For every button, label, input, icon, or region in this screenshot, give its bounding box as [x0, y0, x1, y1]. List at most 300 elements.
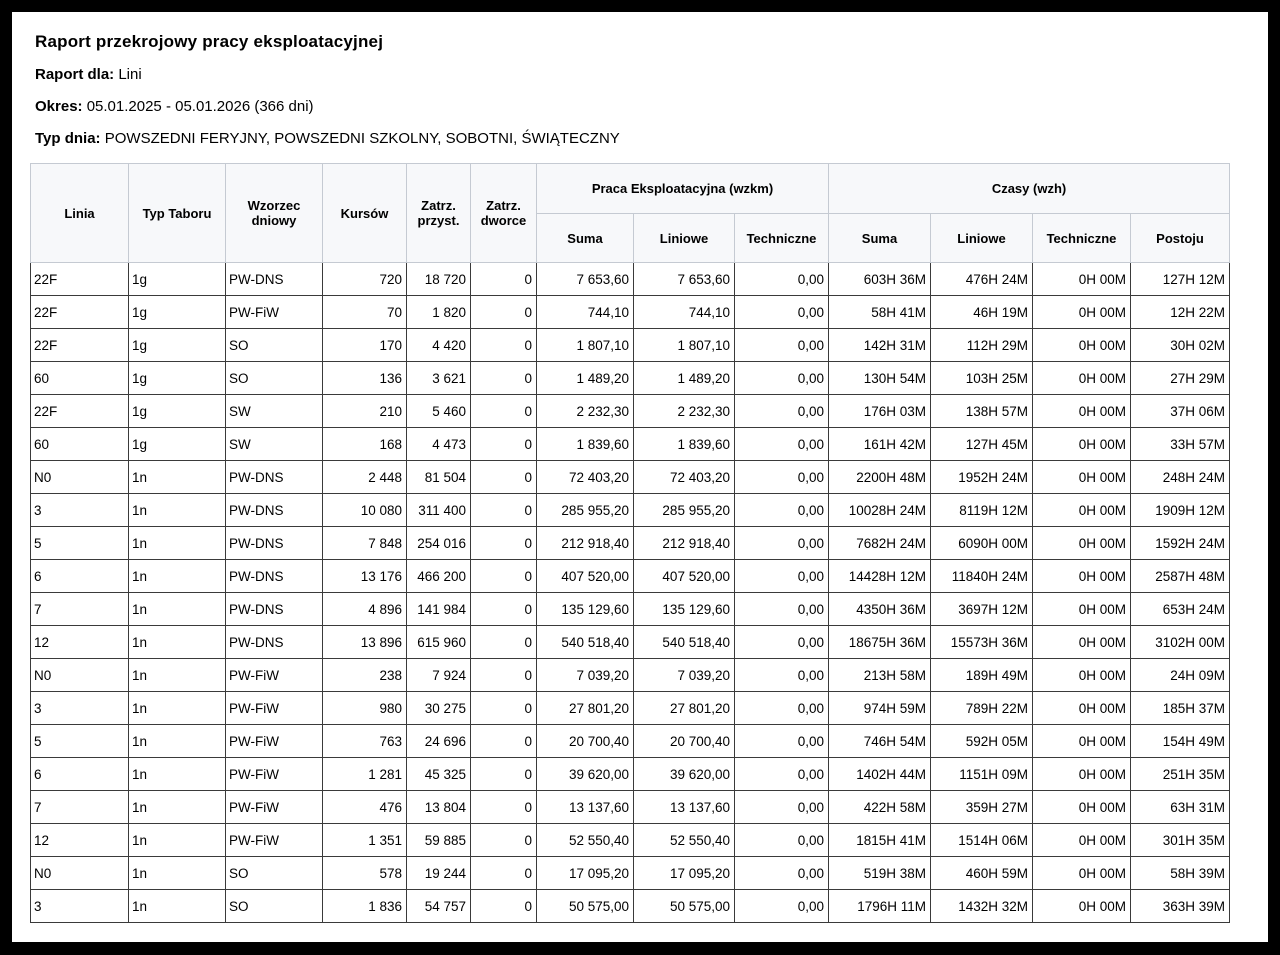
col-header-czasy-liniowe: Liniowe — [931, 214, 1033, 263]
cell: 0H 00M — [1033, 296, 1131, 329]
cell: SO — [226, 857, 323, 890]
cell: 540 518,40 — [537, 626, 634, 659]
cell: 0H 00M — [1033, 329, 1131, 362]
cell: PW-DNS — [226, 560, 323, 593]
cell: 603H 36M — [829, 263, 931, 296]
cell: 7682H 24M — [829, 527, 931, 560]
cell: 974H 59M — [829, 692, 931, 725]
cell: 46H 19M — [931, 296, 1033, 329]
cell: PW-DNS — [226, 527, 323, 560]
cell: 285 955,20 — [634, 494, 735, 527]
cell: 58H 39M — [1131, 857, 1230, 890]
cell: 176H 03M — [829, 395, 931, 428]
meta-report-for-value: Lini — [118, 66, 142, 83]
cell: 27 801,20 — [634, 692, 735, 725]
cell: 615 960 — [407, 626, 471, 659]
cell: 54 757 — [407, 890, 471, 923]
cell: 1n — [129, 725, 226, 758]
cell: 50 575,00 — [634, 890, 735, 923]
table-header — [31, 164, 1230, 263]
cell: 213H 58M — [829, 659, 931, 692]
cell: 0H 00M — [1033, 560, 1131, 593]
cell: 1592H 24M — [1131, 527, 1230, 560]
cell: 0,00 — [735, 527, 829, 560]
cell: N0 — [31, 857, 129, 890]
cell: 22F — [31, 263, 129, 296]
cell: 185H 37M — [1131, 692, 1230, 725]
cell: 653H 24M — [1131, 593, 1230, 626]
cell: 363H 39M — [1131, 890, 1230, 923]
cell: 0 — [471, 890, 537, 923]
cell: 13 137,60 — [537, 791, 634, 824]
cell: 0 — [471, 461, 537, 494]
cell: 210 — [323, 395, 407, 428]
cell: 0 — [471, 593, 537, 626]
col-header-praca-suma: Suma — [537, 214, 634, 263]
cell: 422H 58M — [829, 791, 931, 824]
cell: PW-FiW — [226, 758, 323, 791]
col-header-linia: Linia — [31, 164, 129, 263]
cell: 1g — [129, 296, 226, 329]
cell: SW — [226, 428, 323, 461]
cell: 30 275 — [407, 692, 471, 725]
cell: PW-DNS — [226, 263, 323, 296]
cell: 0,00 — [735, 428, 829, 461]
cell: 14428H 12M — [829, 560, 931, 593]
cell: 1 351 — [323, 824, 407, 857]
cell: 0H 00M — [1033, 362, 1131, 395]
cell: 52 550,40 — [537, 824, 634, 857]
cell: 466 200 — [407, 560, 471, 593]
cell: 2587H 48M — [1131, 560, 1230, 593]
cell: 1 807,10 — [634, 329, 735, 362]
meta-report-for-label: Raport dla: — [35, 66, 115, 83]
cell: 1n — [129, 659, 226, 692]
cell: 4 420 — [407, 329, 471, 362]
cell: 5 — [31, 725, 129, 758]
cell: 1796H 11M — [829, 890, 931, 923]
col-group-czasy: Czasy (wzh) — [829, 164, 1230, 214]
cell: 0H 00M — [1033, 791, 1131, 824]
cell: 12 — [31, 824, 129, 857]
col-header-wzorzec-dniowy: Wzorzec dniowy — [226, 164, 323, 263]
cell: 154H 49M — [1131, 725, 1230, 758]
cell: 0H 00M — [1033, 428, 1131, 461]
cell: PW-FiW — [226, 791, 323, 824]
table-row — [31, 890, 1230, 923]
cell: 8119H 12M — [931, 494, 1033, 527]
col-header-praca-techniczne: Techniczne — [735, 214, 829, 263]
cell: 13 804 — [407, 791, 471, 824]
cell: 0,00 — [735, 362, 829, 395]
cell: 1g — [129, 329, 226, 362]
cell: 22F — [31, 395, 129, 428]
cell: 0,00 — [735, 395, 829, 428]
cell: 248H 24M — [1131, 461, 1230, 494]
cell: 3 621 — [407, 362, 471, 395]
report-table — [30, 163, 1230, 923]
cell: 72 403,20 — [537, 461, 634, 494]
cell: 0 — [471, 395, 537, 428]
table-row — [31, 857, 1230, 890]
table-row — [31, 263, 1230, 296]
cell: SO — [226, 329, 323, 362]
cell: 3 — [31, 494, 129, 527]
cell: 0 — [471, 527, 537, 560]
report-content — [12, 12, 1268, 923]
meta-day-type — [35, 130, 1250, 148]
cell: 0 — [471, 560, 537, 593]
table-row — [31, 659, 1230, 692]
cell: 7 — [31, 593, 129, 626]
cell: 1402H 44M — [829, 758, 931, 791]
cell: 0,00 — [735, 725, 829, 758]
cell: 37H 06M — [1131, 395, 1230, 428]
col-header-zatrz-przyst: Zatrz. przyst. — [407, 164, 471, 263]
cell: 460H 59M — [931, 857, 1033, 890]
cell: 0,00 — [735, 461, 829, 494]
cell: 254 016 — [407, 527, 471, 560]
cell: 1 839,60 — [537, 428, 634, 461]
cell: 7 039,20 — [634, 659, 735, 692]
cell: 301H 35M — [1131, 824, 1230, 857]
cell: 476 — [323, 791, 407, 824]
cell: PW-DNS — [226, 461, 323, 494]
cell: PW-DNS — [226, 494, 323, 527]
col-header-czasy-suma: Suma — [829, 214, 931, 263]
cell: 1g — [129, 395, 226, 428]
cell: PW-DNS — [226, 593, 323, 626]
cell: 1n — [129, 494, 226, 527]
cell: 6 — [31, 758, 129, 791]
cell: 2200H 48M — [829, 461, 931, 494]
col-header-czasy-techniczne: Techniczne — [1033, 214, 1131, 263]
cell: 20 700,40 — [537, 725, 634, 758]
cell: 19 244 — [407, 857, 471, 890]
cell: 476H 24M — [931, 263, 1033, 296]
cell: 0 — [471, 659, 537, 692]
col-group-praca-eksploatacyjna: Praca Eksploatacyjna (wzkm) — [537, 164, 829, 214]
cell: 311 400 — [407, 494, 471, 527]
cell: 10028H 24M — [829, 494, 931, 527]
cell: 142H 31M — [829, 329, 931, 362]
table-row — [31, 527, 1230, 560]
cell: 1n — [129, 560, 226, 593]
col-header-praca-liniowe: Liniowe — [634, 214, 735, 263]
cell: 135 129,60 — [537, 593, 634, 626]
cell: 1n — [129, 824, 226, 857]
cell: 980 — [323, 692, 407, 725]
cell: 1909H 12M — [1131, 494, 1230, 527]
cell: 0H 00M — [1033, 461, 1131, 494]
cell: 3102H 00M — [1131, 626, 1230, 659]
table-row — [31, 296, 1230, 329]
cell: 3 — [31, 692, 129, 725]
cell: 189H 49M — [931, 659, 1033, 692]
cell: 39 620,00 — [537, 758, 634, 791]
cell: 0 — [471, 494, 537, 527]
cell: 2 232,30 — [537, 395, 634, 428]
cell: 0,00 — [735, 560, 829, 593]
cell: 592H 05M — [931, 725, 1033, 758]
cell: 18675H 36M — [829, 626, 931, 659]
cell: 1815H 41M — [829, 824, 931, 857]
cell: 407 520,00 — [634, 560, 735, 593]
cell: 5 — [31, 527, 129, 560]
cell: 7 653,60 — [634, 263, 735, 296]
cell: 45 325 — [407, 758, 471, 791]
cell: 7 848 — [323, 527, 407, 560]
cell: PW-FiW — [226, 296, 323, 329]
cell: 0,00 — [735, 758, 829, 791]
cell: 1 489,20 — [537, 362, 634, 395]
cell: 22F — [31, 296, 129, 329]
cell: 0H 00M — [1033, 692, 1131, 725]
cell: 359H 27M — [931, 791, 1033, 824]
cell: 0,00 — [735, 593, 829, 626]
table-row — [31, 428, 1230, 461]
cell: 0 — [471, 758, 537, 791]
cell: 135 129,60 — [634, 593, 735, 626]
cell: 0 — [471, 857, 537, 890]
cell: 1 807,10 — [537, 329, 634, 362]
col-header-zatrz-dworce: Zatrz. dworce — [471, 164, 537, 263]
cell: 1 281 — [323, 758, 407, 791]
cell: 7 039,20 — [537, 659, 634, 692]
table-row — [31, 362, 1230, 395]
cell: 0 — [471, 362, 537, 395]
cell: 18 720 — [407, 263, 471, 296]
cell: 138H 57M — [931, 395, 1033, 428]
cell: N0 — [31, 461, 129, 494]
cell: 0H 00M — [1033, 263, 1131, 296]
cell: 0H 00M — [1033, 824, 1131, 857]
cell: 1952H 24M — [931, 461, 1033, 494]
cell: 17 095,20 — [634, 857, 735, 890]
cell: 59 885 — [407, 824, 471, 857]
cell: 1n — [129, 692, 226, 725]
table-row — [31, 494, 1230, 527]
table-row — [31, 593, 1230, 626]
table-row — [31, 461, 1230, 494]
cell: 1432H 32M — [931, 890, 1033, 923]
cell: SO — [226, 362, 323, 395]
cell: 0H 00M — [1033, 659, 1131, 692]
cell: 1 836 — [323, 890, 407, 923]
cell: 0,00 — [735, 263, 829, 296]
cell: 238 — [323, 659, 407, 692]
cell: 0 — [471, 824, 537, 857]
cell: 1n — [129, 527, 226, 560]
cell: 13 176 — [323, 560, 407, 593]
cell: 24 696 — [407, 725, 471, 758]
cell: PW-FiW — [226, 824, 323, 857]
table-row — [31, 626, 1230, 659]
cell: PW-FiW — [226, 725, 323, 758]
cell: 540 518,40 — [634, 626, 735, 659]
table-row — [31, 824, 1230, 857]
cell: 81 504 — [407, 461, 471, 494]
cell: PW-FiW — [226, 659, 323, 692]
cell: 6 — [31, 560, 129, 593]
cell: 0H 00M — [1033, 758, 1131, 791]
cell: 11840H 24M — [931, 560, 1033, 593]
cell: 212 918,40 — [634, 527, 735, 560]
cell: 130H 54M — [829, 362, 931, 395]
cell: 763 — [323, 725, 407, 758]
cell: 0 — [471, 791, 537, 824]
cell: 0H 00M — [1033, 725, 1131, 758]
meta-report-for — [35, 66, 1250, 84]
cell: 0H 00M — [1033, 494, 1131, 527]
cell: 1n — [129, 461, 226, 494]
cell: 5 460 — [407, 395, 471, 428]
cell: 0,00 — [735, 857, 829, 890]
cell: 0 — [471, 428, 537, 461]
cell: 27H 29M — [1131, 362, 1230, 395]
cell: 20 700,40 — [634, 725, 735, 758]
cell: 1n — [129, 791, 226, 824]
cell: 744,10 — [634, 296, 735, 329]
cell: 12 — [31, 626, 129, 659]
cell: 22F — [31, 329, 129, 362]
cell: 63H 31M — [1131, 791, 1230, 824]
cell: 7 — [31, 791, 129, 824]
cell: 161H 42M — [829, 428, 931, 461]
meta-day-type-value: POWSZEDNI FERYJNY, POWSZEDNI SZKOLNY, SOBOTNI, ŚWIĄTECZNY — [104, 130, 620, 147]
cell: 168 — [323, 428, 407, 461]
report-page — [12, 12, 1268, 942]
cell: 3697H 12M — [931, 593, 1033, 626]
cell: 50 575,00 — [537, 890, 634, 923]
cell: 0,00 — [735, 824, 829, 857]
cell: 720 — [323, 263, 407, 296]
cell: 12H 22M — [1131, 296, 1230, 329]
cell: 519H 38M — [829, 857, 931, 890]
cell: 170 — [323, 329, 407, 362]
cell: 1n — [129, 857, 226, 890]
meta-period-label: Okres: — [35, 98, 83, 115]
cell: 0 — [471, 329, 537, 362]
cell: 1g — [129, 362, 226, 395]
cell: 251H 35M — [1131, 758, 1230, 791]
cell: 0,00 — [735, 791, 829, 824]
table-row — [31, 758, 1230, 791]
page-title: Raport przekrojowy pracy eksploatacyjnej — [35, 32, 384, 51]
cell: 60 — [31, 362, 129, 395]
cell: N0 — [31, 659, 129, 692]
meta-period-value: 05.01.2025 - 05.01.2026 (366 dni) — [86, 98, 314, 115]
table-row — [31, 791, 1230, 824]
cell: 27 801,20 — [537, 692, 634, 725]
cell: 112H 29M — [931, 329, 1033, 362]
cell: 0H 00M — [1033, 593, 1131, 626]
cell: 30H 02M — [1131, 329, 1230, 362]
cell: SW — [226, 395, 323, 428]
cell: 407 520,00 — [537, 560, 634, 593]
header-group-row — [31, 164, 1230, 214]
table-row — [31, 725, 1230, 758]
cell: 7 924 — [407, 659, 471, 692]
cell: 0H 00M — [1033, 626, 1131, 659]
cell: 0H 00M — [1033, 527, 1131, 560]
cell: 1 489,20 — [634, 362, 735, 395]
cell: 103H 25M — [931, 362, 1033, 395]
cell: 1 820 — [407, 296, 471, 329]
cell: 136 — [323, 362, 407, 395]
cell: 7 653,60 — [537, 263, 634, 296]
cell: 1n — [129, 890, 226, 923]
cell: 0,00 — [735, 692, 829, 725]
col-header-czasy-postoju: Postoju — [1131, 214, 1230, 263]
cell: 212 918,40 — [537, 527, 634, 560]
cell: 1n — [129, 626, 226, 659]
cell: 13 896 — [323, 626, 407, 659]
cell: 141 984 — [407, 593, 471, 626]
cell: 10 080 — [323, 494, 407, 527]
cell: 72 403,20 — [634, 461, 735, 494]
cell: 15573H 36M — [931, 626, 1033, 659]
cell: 578 — [323, 857, 407, 890]
cell: 0 — [471, 626, 537, 659]
cell: 0,00 — [735, 296, 829, 329]
cell: 0 — [471, 692, 537, 725]
cell: 0 — [471, 263, 537, 296]
cell: 0,00 — [735, 329, 829, 362]
cell: 789H 22M — [931, 692, 1033, 725]
cell: 0,00 — [735, 659, 829, 692]
cell: 4 896 — [323, 593, 407, 626]
cell: 127H 12M — [1131, 263, 1230, 296]
cell: 0H 00M — [1033, 395, 1131, 428]
cell: SO — [226, 890, 323, 923]
cell: 60 — [31, 428, 129, 461]
cell: 0,00 — [735, 890, 829, 923]
cell: 33H 57M — [1131, 428, 1230, 461]
table-row — [31, 692, 1230, 725]
cell: 127H 45M — [931, 428, 1033, 461]
cell: 0H 00M — [1033, 857, 1131, 890]
cell: 1514H 06M — [931, 824, 1033, 857]
table-row — [31, 395, 1230, 428]
cell: 2 448 — [323, 461, 407, 494]
cell: 70 — [323, 296, 407, 329]
cell: 4350H 36M — [829, 593, 931, 626]
cell: 52 550,40 — [634, 824, 735, 857]
cell: 0,00 — [735, 626, 829, 659]
cell: 13 137,60 — [634, 791, 735, 824]
cell: 1g — [129, 263, 226, 296]
cell: 6090H 00M — [931, 527, 1033, 560]
cell: 1g — [129, 428, 226, 461]
cell: 0 — [471, 296, 537, 329]
cell: 285 955,20 — [537, 494, 634, 527]
col-header-typ-taboru: Typ Taboru — [129, 164, 226, 263]
cell: 1n — [129, 758, 226, 791]
cell: 1 839,60 — [634, 428, 735, 461]
cell: 3 — [31, 890, 129, 923]
cell: 746H 54M — [829, 725, 931, 758]
cell: 39 620,00 — [634, 758, 735, 791]
table-row — [31, 329, 1230, 362]
cell: 1n — [129, 593, 226, 626]
cell: PW-FiW — [226, 692, 323, 725]
cell: 4 473 — [407, 428, 471, 461]
meta-period — [35, 98, 1250, 116]
cell: 0,00 — [735, 494, 829, 527]
table-row — [31, 560, 1230, 593]
cell: 0H 00M — [1033, 890, 1131, 923]
